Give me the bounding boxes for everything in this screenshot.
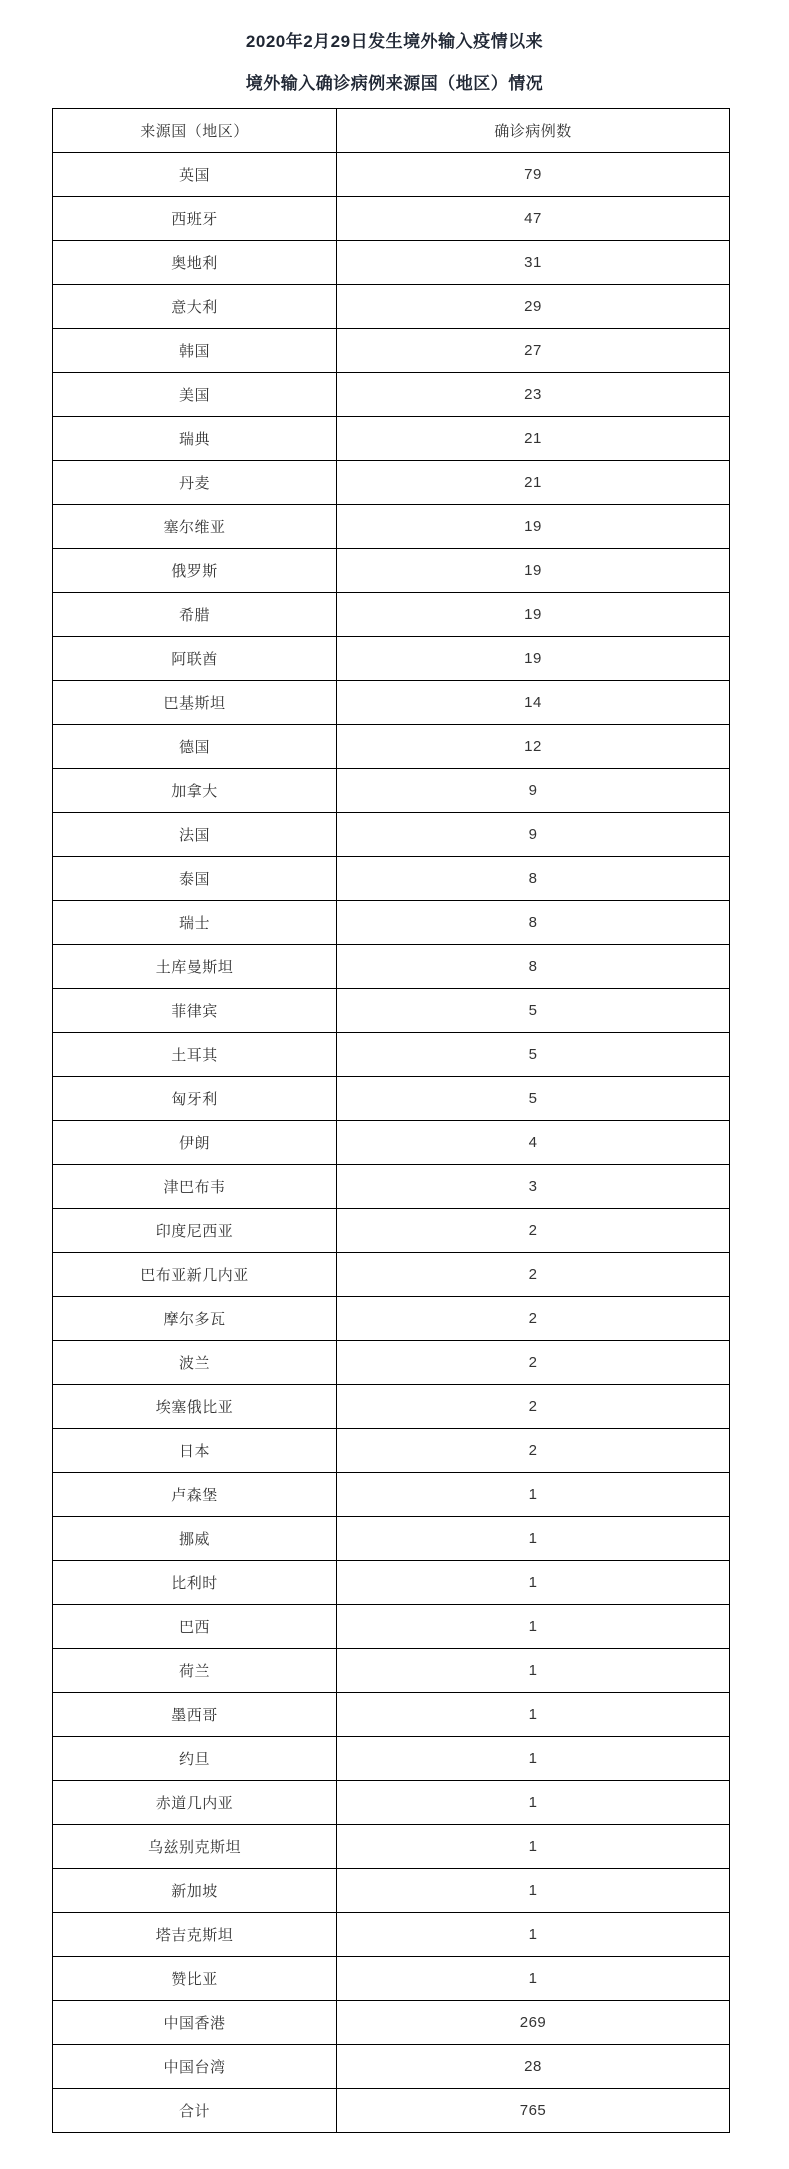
country-cell: 中国台湾 bbox=[53, 2045, 337, 2089]
country-cell: 伊朗 bbox=[53, 1121, 337, 1165]
count-cell: 8 bbox=[337, 901, 730, 945]
table-row bbox=[53, 725, 730, 769]
country-cell: 俄罗斯 bbox=[53, 549, 337, 593]
count-cell: 1 bbox=[337, 1869, 730, 1913]
country-cell: 希腊 bbox=[53, 593, 337, 637]
count-cell: 5 bbox=[337, 989, 730, 1033]
country-cell: 巴西 bbox=[53, 1605, 337, 1649]
table-row bbox=[53, 1737, 730, 1781]
country-cell: 英国 bbox=[53, 153, 337, 197]
country-cell: 卢森堡 bbox=[53, 1473, 337, 1517]
count-cell: 19 bbox=[337, 593, 730, 637]
imported-cases-table bbox=[52, 108, 730, 2133]
country-cell: 韩国 bbox=[53, 329, 337, 373]
header-confirmed-count: 确诊病例数 bbox=[337, 109, 730, 153]
table-row bbox=[53, 1297, 730, 1341]
table-row bbox=[53, 1209, 730, 1253]
count-cell: 12 bbox=[337, 725, 730, 769]
table-row bbox=[53, 197, 730, 241]
country-cell: 土耳其 bbox=[53, 1033, 337, 1077]
country-cell: 丹麦 bbox=[53, 461, 337, 505]
country-cell: 墨西哥 bbox=[53, 1693, 337, 1737]
count-cell: 5 bbox=[337, 1033, 730, 1077]
table-row bbox=[53, 857, 730, 901]
table-row bbox=[53, 637, 730, 681]
count-cell: 2 bbox=[337, 1253, 730, 1297]
count-cell: 1 bbox=[337, 1605, 730, 1649]
table-row bbox=[53, 593, 730, 637]
article-title: 2020年2月29日发生境外输入疫情以来 bbox=[245, 32, 544, 51]
count-cell: 3 bbox=[337, 1165, 730, 1209]
country-cell: 意大利 bbox=[53, 285, 337, 329]
table-row bbox=[53, 1913, 730, 1957]
country-cell: 瑞士 bbox=[53, 901, 337, 945]
country-cell: 摩尔多瓦 bbox=[53, 1297, 337, 1341]
count-cell: 1 bbox=[337, 1693, 730, 1737]
count-cell: 1 bbox=[337, 1825, 730, 1869]
country-cell: 匈牙利 bbox=[53, 1077, 337, 1121]
count-cell: 2 bbox=[337, 1341, 730, 1385]
count-cell: 14 bbox=[337, 681, 730, 725]
country-cell: 法国 bbox=[53, 813, 337, 857]
table-row bbox=[53, 1693, 730, 1737]
country-cell: 塔吉克斯坦 bbox=[53, 1913, 337, 1957]
country-cell: 巴基斯坦 bbox=[53, 681, 337, 725]
table-row bbox=[53, 1341, 730, 1385]
count-cell: 79 bbox=[337, 153, 730, 197]
table-row bbox=[53, 2045, 730, 2089]
table-row bbox=[53, 901, 730, 945]
count-cell: 765 bbox=[337, 2089, 730, 2133]
table-row bbox=[53, 1429, 730, 1473]
table-row bbox=[53, 1121, 730, 1165]
count-cell: 1 bbox=[337, 1913, 730, 1957]
country-cell: 印度尼西亚 bbox=[53, 1209, 337, 1253]
country-cell: 埃塞俄比亚 bbox=[53, 1385, 337, 1429]
table-row bbox=[53, 373, 730, 417]
article-subtitle: 境外输入确诊病例来源国（地区）情况 bbox=[245, 74, 544, 93]
count-cell: 2 bbox=[337, 1429, 730, 1473]
count-cell: 9 bbox=[337, 769, 730, 813]
count-cell: 5 bbox=[337, 1077, 730, 1121]
table-row bbox=[53, 769, 730, 813]
count-cell: 19 bbox=[337, 549, 730, 593]
table-row-total bbox=[53, 2089, 730, 2133]
country-cell: 波兰 bbox=[53, 1341, 337, 1385]
table-row bbox=[53, 285, 730, 329]
table-row bbox=[53, 549, 730, 593]
table-row bbox=[53, 945, 730, 989]
country-cell: 中国香港 bbox=[53, 2001, 337, 2045]
country-cell: 塞尔维亚 bbox=[53, 505, 337, 549]
count-cell: 29 bbox=[337, 285, 730, 329]
count-cell: 27 bbox=[337, 329, 730, 373]
count-cell: 1 bbox=[337, 1561, 730, 1605]
table-row bbox=[53, 681, 730, 725]
table-row bbox=[53, 505, 730, 549]
table-row bbox=[53, 1781, 730, 1825]
table-row bbox=[53, 813, 730, 857]
table-row bbox=[53, 989, 730, 1033]
table-body bbox=[53, 153, 730, 2133]
count-cell: 2 bbox=[337, 1209, 730, 1253]
country-cell: 土库曼斯坦 bbox=[53, 945, 337, 989]
country-cell: 乌兹别克斯坦 bbox=[53, 1825, 337, 1869]
country-cell: 巴布亚新几内亚 bbox=[53, 1253, 337, 1297]
header-source-country: 来源国（地区） bbox=[53, 109, 337, 153]
table-row bbox=[53, 241, 730, 285]
table-header-row bbox=[53, 109, 730, 153]
count-cell: 9 bbox=[337, 813, 730, 857]
country-cell: 奥地利 bbox=[53, 241, 337, 285]
count-cell: 1 bbox=[337, 1517, 730, 1561]
table-row bbox=[53, 1649, 730, 1693]
table-row bbox=[53, 1473, 730, 1517]
country-cell: 美国 bbox=[53, 373, 337, 417]
count-cell: 1 bbox=[337, 1957, 730, 2001]
count-cell: 8 bbox=[337, 857, 730, 901]
country-cell: 菲律宾 bbox=[53, 989, 337, 1033]
count-cell: 1 bbox=[337, 1737, 730, 1781]
table-row bbox=[53, 1165, 730, 1209]
country-cell: 津巴布韦 bbox=[53, 1165, 337, 1209]
table-row bbox=[53, 2001, 730, 2045]
count-cell: 19 bbox=[337, 637, 730, 681]
country-cell: 约旦 bbox=[53, 1737, 337, 1781]
country-cell: 阿联酋 bbox=[53, 637, 337, 681]
country-cell: 泰国 bbox=[53, 857, 337, 901]
count-cell: 4 bbox=[337, 1121, 730, 1165]
table-row bbox=[53, 1253, 730, 1297]
count-cell: 21 bbox=[337, 461, 730, 505]
table-row bbox=[53, 1957, 730, 2001]
country-cell: 德国 bbox=[53, 725, 337, 769]
country-cell: 挪威 bbox=[53, 1517, 337, 1561]
table-row bbox=[53, 153, 730, 197]
country-cell: 赤道几内亚 bbox=[53, 1781, 337, 1825]
count-cell: 1 bbox=[337, 1649, 730, 1693]
table-row bbox=[53, 1385, 730, 1429]
country-cell: 合计 bbox=[53, 2089, 337, 2133]
count-cell: 1 bbox=[337, 1473, 730, 1517]
count-cell: 8 bbox=[337, 945, 730, 989]
count-cell: 23 bbox=[337, 373, 730, 417]
count-cell: 1 bbox=[337, 1781, 730, 1825]
table-row bbox=[53, 1517, 730, 1561]
table-row bbox=[53, 1869, 730, 1913]
table-row bbox=[53, 1561, 730, 1605]
count-cell: 28 bbox=[337, 2045, 730, 2089]
country-cell: 比利时 bbox=[53, 1561, 337, 1605]
table-row bbox=[53, 1033, 730, 1077]
count-cell: 2 bbox=[337, 1297, 730, 1341]
country-cell: 新加坡 bbox=[53, 1869, 337, 1913]
count-cell: 269 bbox=[337, 2001, 730, 2045]
count-cell: 2 bbox=[337, 1385, 730, 1429]
country-cell: 西班牙 bbox=[53, 197, 337, 241]
table-row bbox=[53, 461, 730, 505]
table-row bbox=[53, 1825, 730, 1869]
country-cell: 荷兰 bbox=[53, 1649, 337, 1693]
table-row bbox=[53, 1605, 730, 1649]
table-row bbox=[53, 329, 730, 373]
count-cell: 19 bbox=[337, 505, 730, 549]
table-row bbox=[53, 1077, 730, 1121]
count-cell: 47 bbox=[337, 197, 730, 241]
table-row bbox=[53, 417, 730, 461]
count-cell: 31 bbox=[337, 241, 730, 285]
country-cell: 赞比亚 bbox=[53, 1957, 337, 2001]
country-cell: 加拿大 bbox=[53, 769, 337, 813]
country-cell: 瑞典 bbox=[53, 417, 337, 461]
count-cell: 21 bbox=[337, 417, 730, 461]
country-cell: 日本 bbox=[53, 1429, 337, 1473]
